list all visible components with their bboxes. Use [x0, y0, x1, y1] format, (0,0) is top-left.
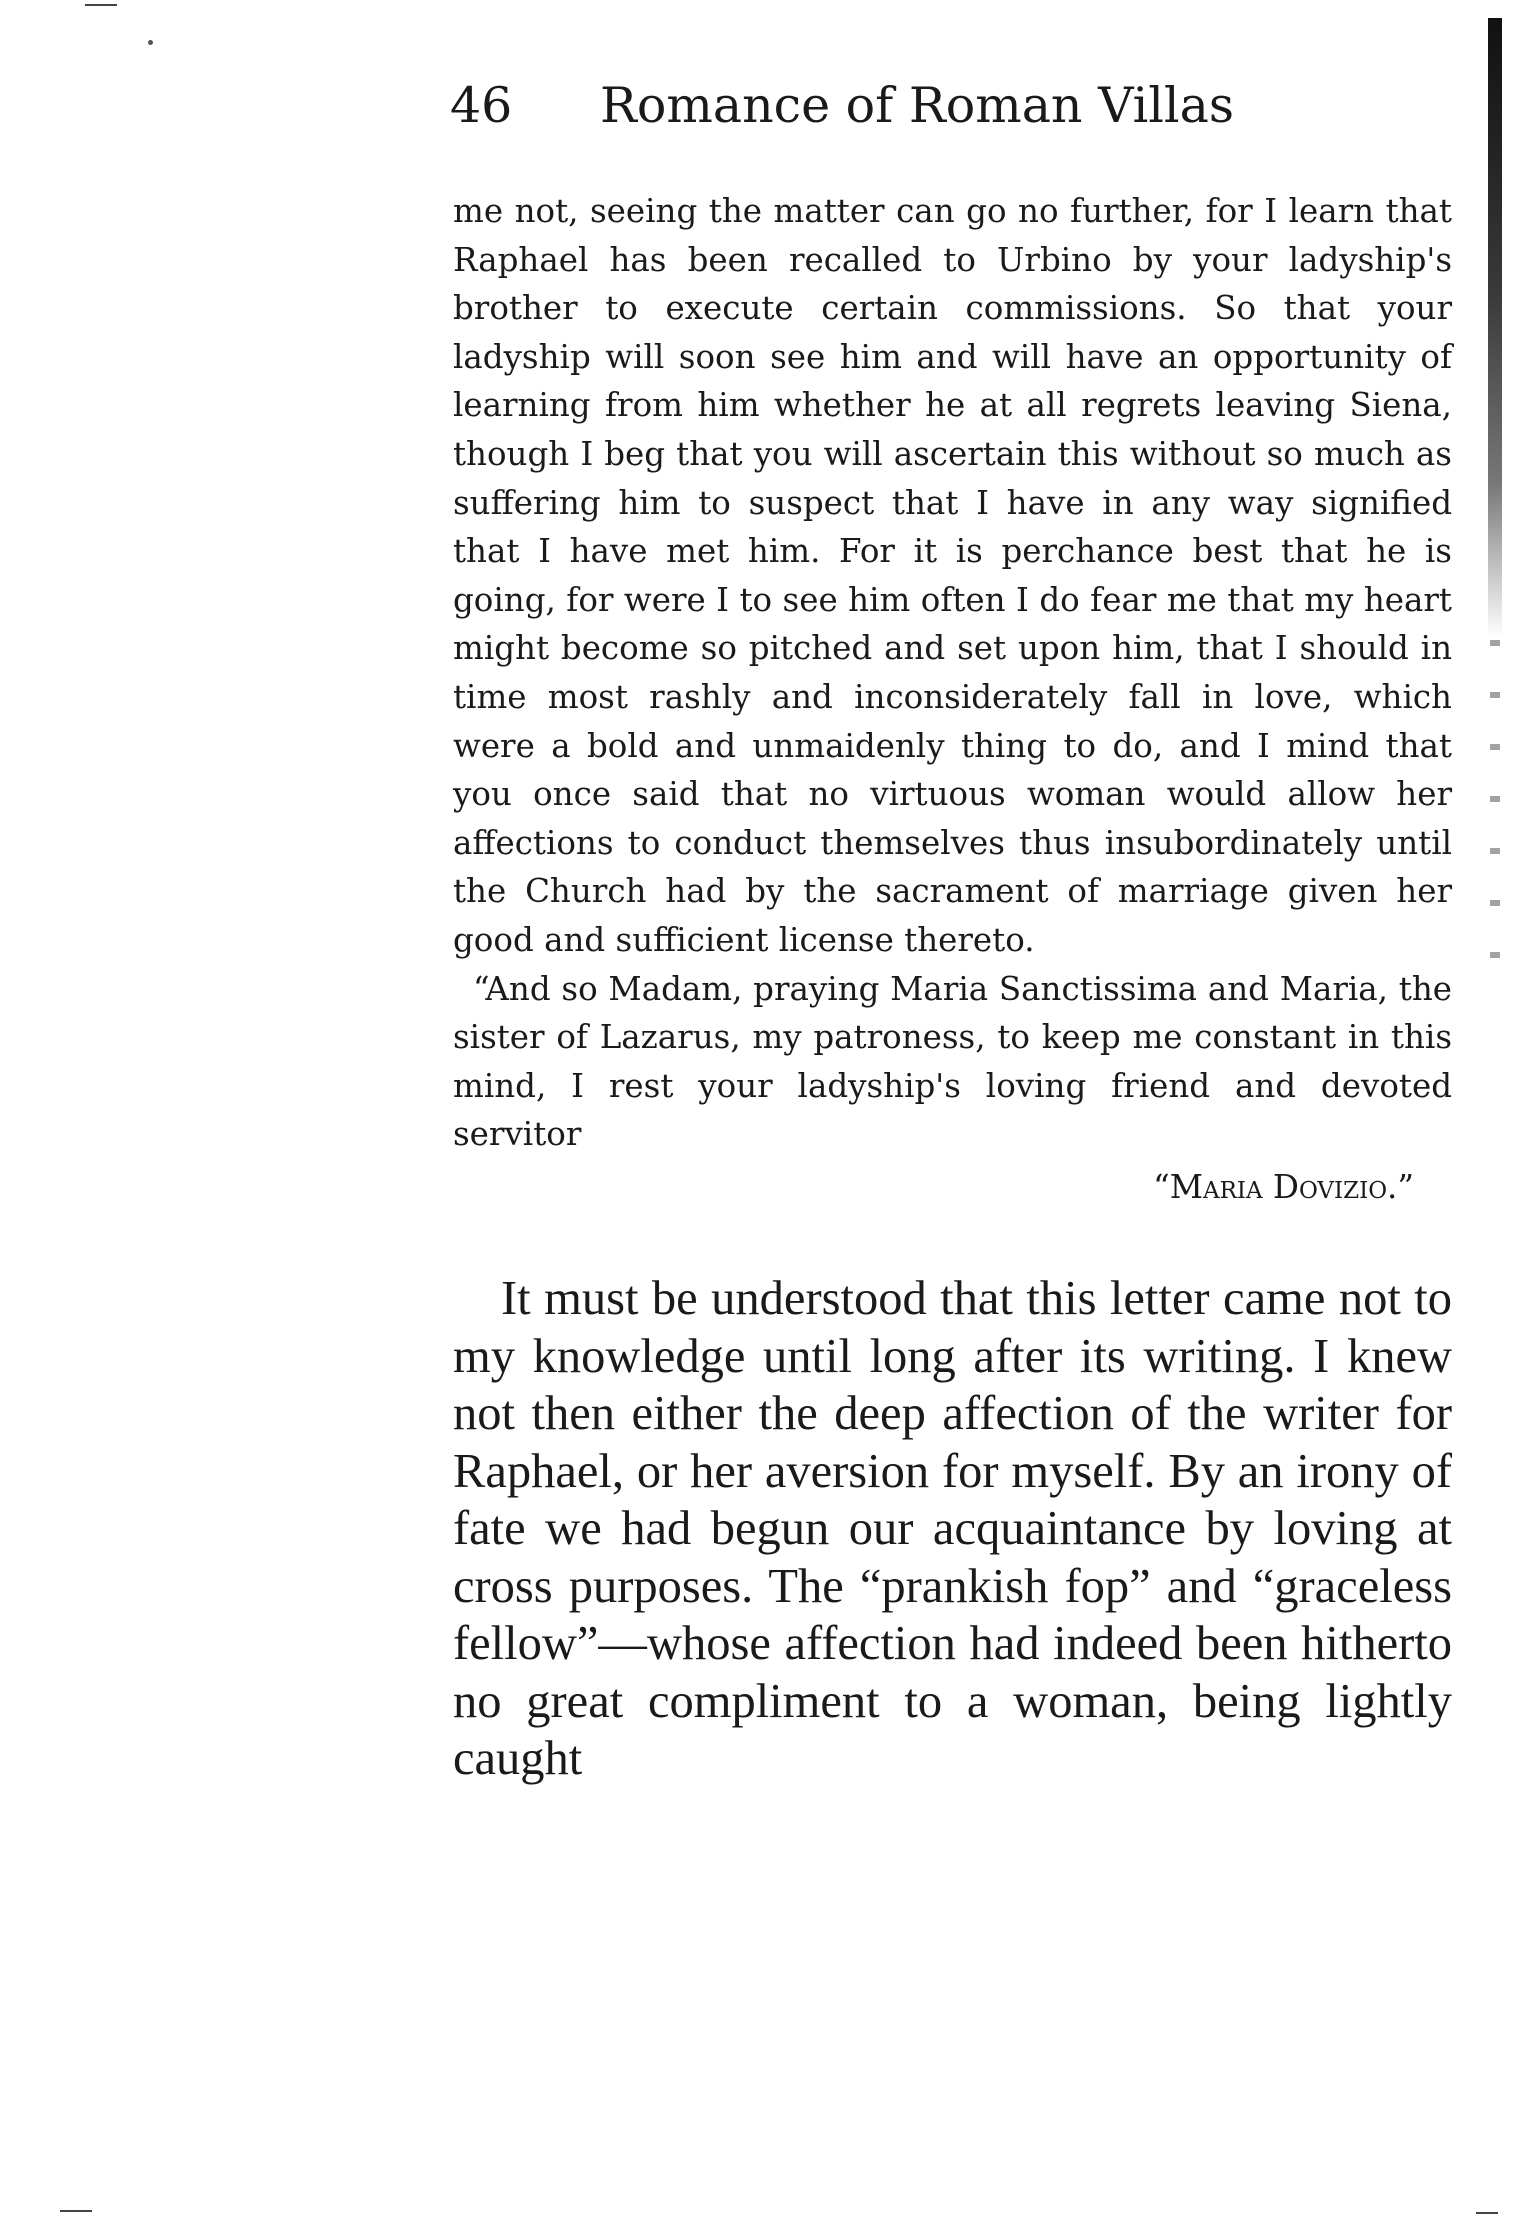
- letter-paragraph-2: “And so Madam, praying Maria Sanctissima and Maria, the sister of Lazarus, my patroness, to keep me constant in this mind, I rest your ladyship's loving friend and devoted servitor: [453, 969, 1452, 1154]
- scan-speck: [148, 40, 153, 45]
- letter-signature: “Maria Dovizio.”: [1153, 1167, 1414, 1206]
- narrative-paragraph: It must be understood that this letter came not to my knowledge until long after its writing. I knew not then either the deep affection of the writer for Raphael, or her aversion for myself. By an irony of fate we had begun our acquaintance by loving at cross purposes. The “prankish fop” and “graceless fellow”—whose affection had indeed been hitherto no great compliment to a woman, being lightly caught: [453, 1272, 1452, 1785]
- running-head: [450, 76, 1290, 136]
- scan-mark-bottom-right: [1476, 2212, 1498, 2214]
- letter-paragraph-1: me not, seeing the matter can go no further, for I learn that Raphael has been recalled to Urbino by your ladyship's brother to execute certain commissions. So that your ladyship will soon see him and will have an opportunity of learning from him whether he at all regrets leaving Siena, though I beg that you will ascertain this without so much as suffering him to suspect that I have in any way signified that I have met him. For it is perchance best that he is going, for were I to see him often I do fear me that my heart might become so pitched and set upon him, that I should in time most rashly and inconsiderately fall in love, which were a bold and unmaidenly thing to do, and I mind that you once said that no virtuous woman would allow her affections to conduct themselves thus insubordinately until the Church had by the sacrament of marriage given her good and sufficient license thereto.: [453, 192, 1452, 959]
- page-number: 46: [450, 77, 513, 134]
- scan-mark-bottom-left: [60, 2210, 92, 2212]
- scan-mark-top: [85, 4, 117, 6]
- letter-text: [453, 187, 1452, 1211]
- page-edge-shadow: [1488, 18, 1502, 638]
- page-edge-specks: [1490, 640, 1500, 970]
- running-title: Romance of Roman Villas: [600, 77, 1234, 134]
